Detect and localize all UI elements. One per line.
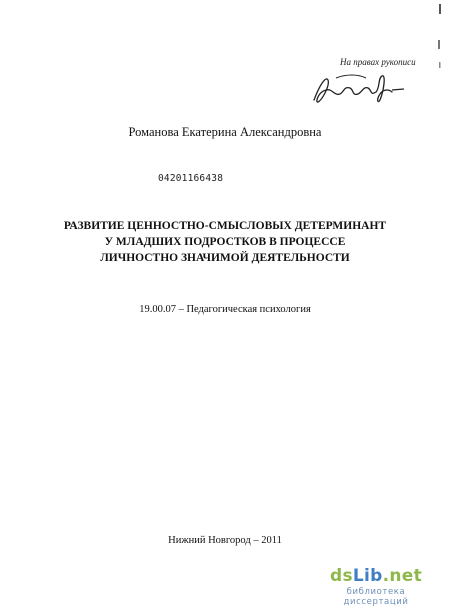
watermark-subtitle: библиотека диссертаций (343, 587, 409, 607)
specialty-code: 19.00.07 – Педагогическая психология (139, 304, 311, 315)
place-year: Нижний Новгород – 2011 (168, 535, 282, 546)
watermark-logo-text: dsLib.net (329, 566, 423, 586)
dslib-watermark[interactable] (316, 566, 436, 607)
title-line-2: У МЛАДШИХ ПОДРОСТКОВ В ПРОЦЕССЕ (104, 236, 346, 248)
watermark-logo (316, 566, 436, 586)
title-line-3: ЛИЧНОСТНО ЗНАЧИМОЙ ДЕЯТЕЛЬНОСТИ (100, 252, 350, 264)
rights-note: На правах рукописи (340, 57, 416, 67)
scan-edge-marks (434, 4, 444, 114)
title-line-1: РАЗВИТИЕ ЦЕННОСТНО-СМЫСЛОВЫХ ДЕТЕРМИНАНТ (63, 220, 387, 232)
catalog-code: 04201166438 (158, 173, 224, 184)
author-name: Романова Екатерина Александровна (128, 125, 322, 139)
signature-image (306, 70, 406, 108)
dissertation-title (0, 218, 450, 266)
